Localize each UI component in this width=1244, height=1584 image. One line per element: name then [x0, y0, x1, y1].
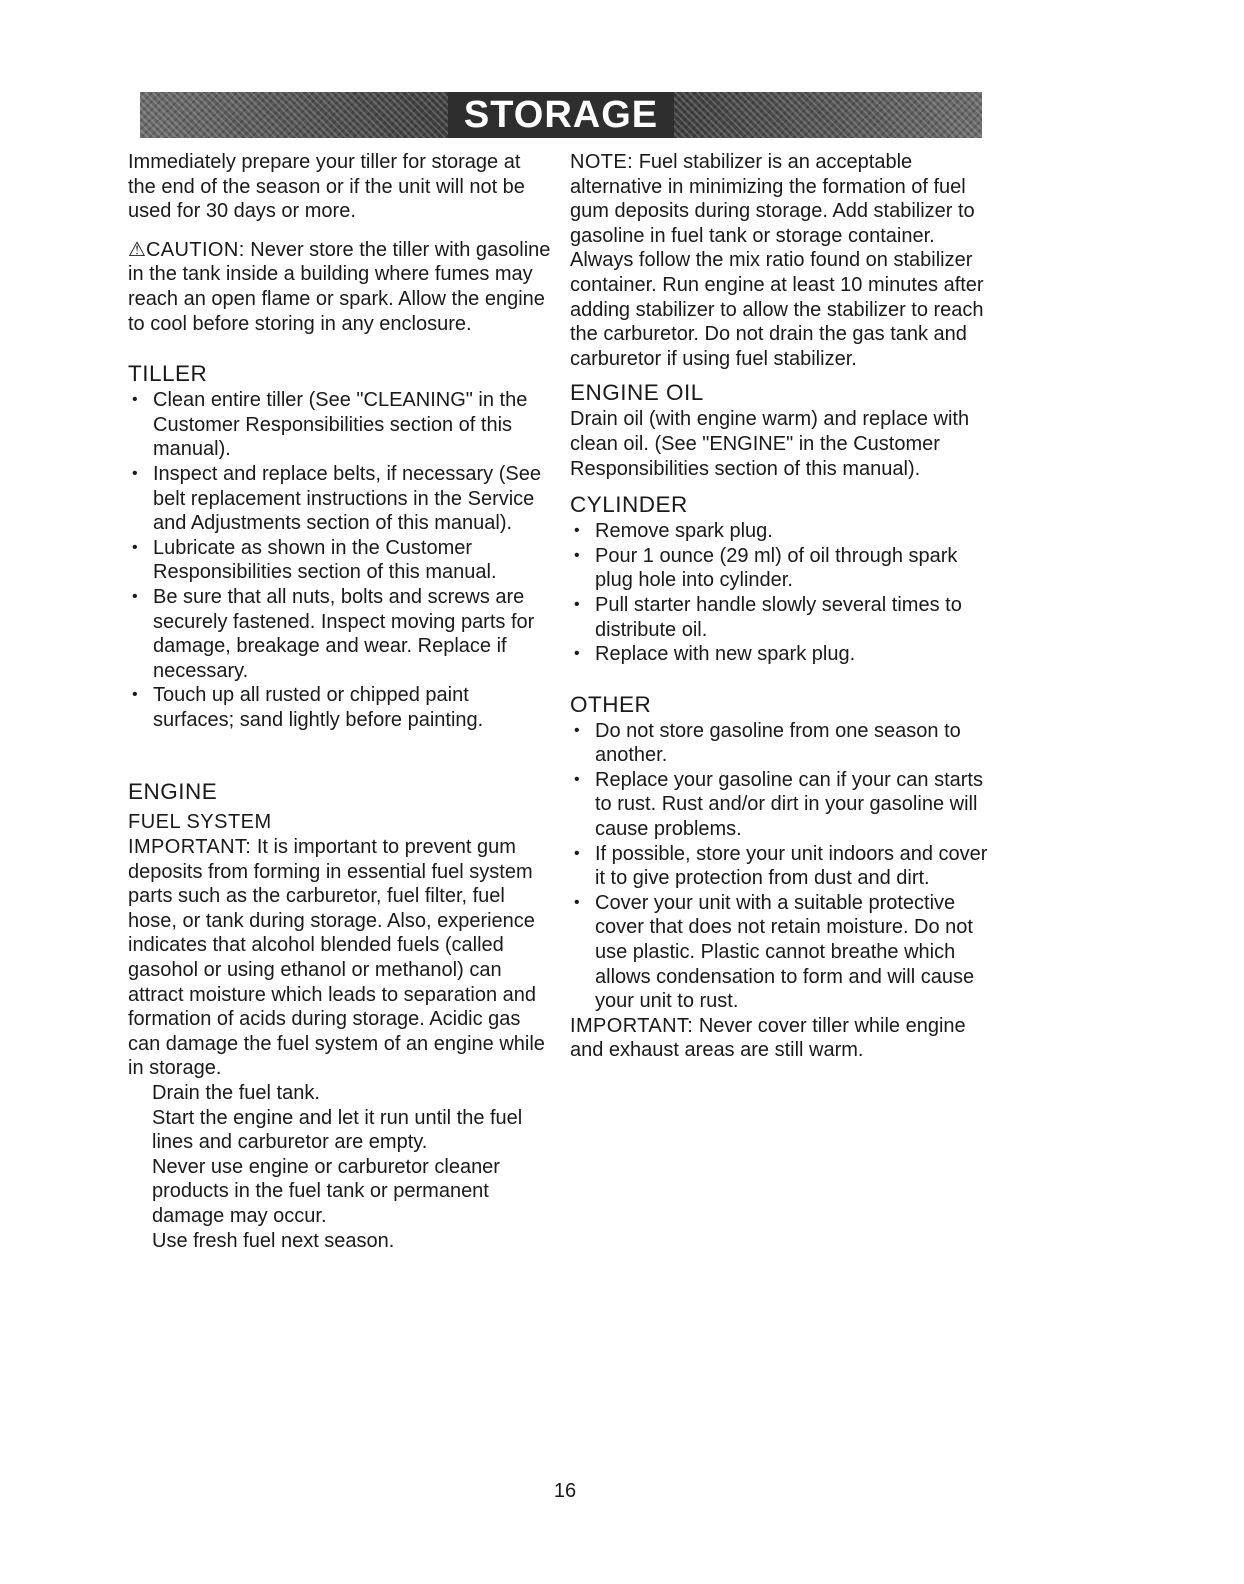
caution-paragraph [128, 238, 553, 336]
list-item: • Replace with new spark plug. [570, 642, 990, 667]
section-title: STORAGE [448, 92, 674, 138]
final-important-paragraph [570, 1014, 990, 1063]
list-item: • Remove spark plug. [570, 519, 990, 544]
list-item: • Lubricate as shown in the Customer Responsibilities section of this manual. [128, 536, 553, 585]
important-text: Never cover tiller while engine and exhaust areas are still warm. [570, 1014, 966, 1062]
warning-triangle-icon: ⚠ [128, 238, 146, 261]
list-item: • Cover your unit with a suitable protective cover that does not retain moisture. Do not use plastic. Plastic cannot breathe which allows condensation to form and will cause your unit to rust. [570, 891, 990, 1014]
cylinder-heading: CYLINDER [570, 492, 688, 518]
engine-oil-heading: ENGINE OIL [570, 380, 704, 406]
list-item: Start the engine and let it run until the fuel lines and carburetor are empty. [152, 1106, 523, 1154]
list-item: • Be sure that all nuts, bolts and screws are securely fastened. Inspect moving parts for damage, breakage and wear. Replace if necessary. [128, 585, 553, 683]
section-banner [140, 92, 982, 138]
list-item: • Pull starter handle slowly several times to distribute oil. [570, 593, 990, 642]
list-item: • Clean entire tiller (See "CLEANING" in the Customer Responsibilities section of this manual). [128, 388, 553, 462]
other-heading: OTHER [570, 691, 652, 717]
intro-paragraph: Immediately prepare your tiller for storage at the end of the season or if the unit will not be used for 30 days or more. [128, 151, 525, 223]
tiller-heading: TILLER [128, 361, 208, 387]
right-column [570, 150, 990, 1063]
note-label: NOTE: [570, 151, 634, 173]
other-list [570, 719, 990, 1014]
important-paragraph [128, 835, 553, 1081]
list-item: • If possible, store your unit indoors and cover it to give protection from dust and dirt. [570, 842, 990, 891]
important-label: IMPORTANT: [570, 1014, 694, 1037]
list-item: • Inspect and replace belts, if necessary (See belt replacement instructions in the Service and Adjustments section of this manual). [128, 462, 553, 536]
tiller-list [128, 388, 553, 732]
list-item: • Touch up all rusted or chipped paint surfaces; sand lightly before painting. [128, 683, 553, 732]
important-label: IMPORTANT: [128, 836, 252, 859]
list-item: • Pour 1 ounce (29 ml) of oil through spark plug hole into cylinder. [570, 544, 990, 593]
list-item: • Replace your gasoline can if your can starts to rust. Rust and/or dirt in your gasoline will cause problems. [570, 768, 990, 842]
fuel-system-heading: FUEL SYSTEM [128, 811, 272, 834]
list-item: • Do not store gasoline from one season to another. [570, 719, 990, 768]
engine-oil-text: Drain oil (with engine warm) and replace with clean oil. (See "ENGINE" in the Customer Responsibilities section of this manual). [570, 408, 970, 480]
list-item: Never use engine or carburetor cleaner products in the fuel tank or permanent damage may occur. [152, 1155, 500, 1227]
fuel-steps-list [128, 1081, 553, 1253]
note-paragraph [570, 150, 990, 371]
caution-text: Never store the tiller with gasoline in the tank inside a building where fumes may reach an open flame or spark. Allow the engine to cool before storing in any enclosure. [128, 238, 551, 335]
list-item: Use fresh fuel next season. [152, 1229, 395, 1252]
caution-label: CAUTION: [145, 238, 245, 261]
page-number: 16 [553, 1480, 577, 1502]
left-column [128, 150, 553, 1253]
note-text: Fuel stabilizer is an acceptable alternative in minimizing the formation of fuel gum deposits during storage. Add stabilizer to gasoline in fuel tank or storage container. Always follow the mix ratio found on stabilizer container. Run engine at least 10 minutes after adding stabilizer to allow the stabilizer to reach the carburetor. Do not drain the gas tank and carburetor if using fuel stabilizer. [570, 151, 984, 370]
important-text: It is important to prevent gum deposits from forming in essential fuel system parts such as the carburetor, fuel filter, fuel hose, or tank during storage. Also, experience indicates that alcohol blended fuels (called gasohol or using ethanol or methanol) can attract moisture which leads to separation and formation of acids during storage. Acidic gas can damage the fuel system of an engine while in storage. [128, 836, 545, 1080]
list-item: Drain the fuel tank. [152, 1082, 320, 1104]
engine-heading: ENGINE [128, 779, 218, 805]
cylinder-list [570, 519, 990, 667]
